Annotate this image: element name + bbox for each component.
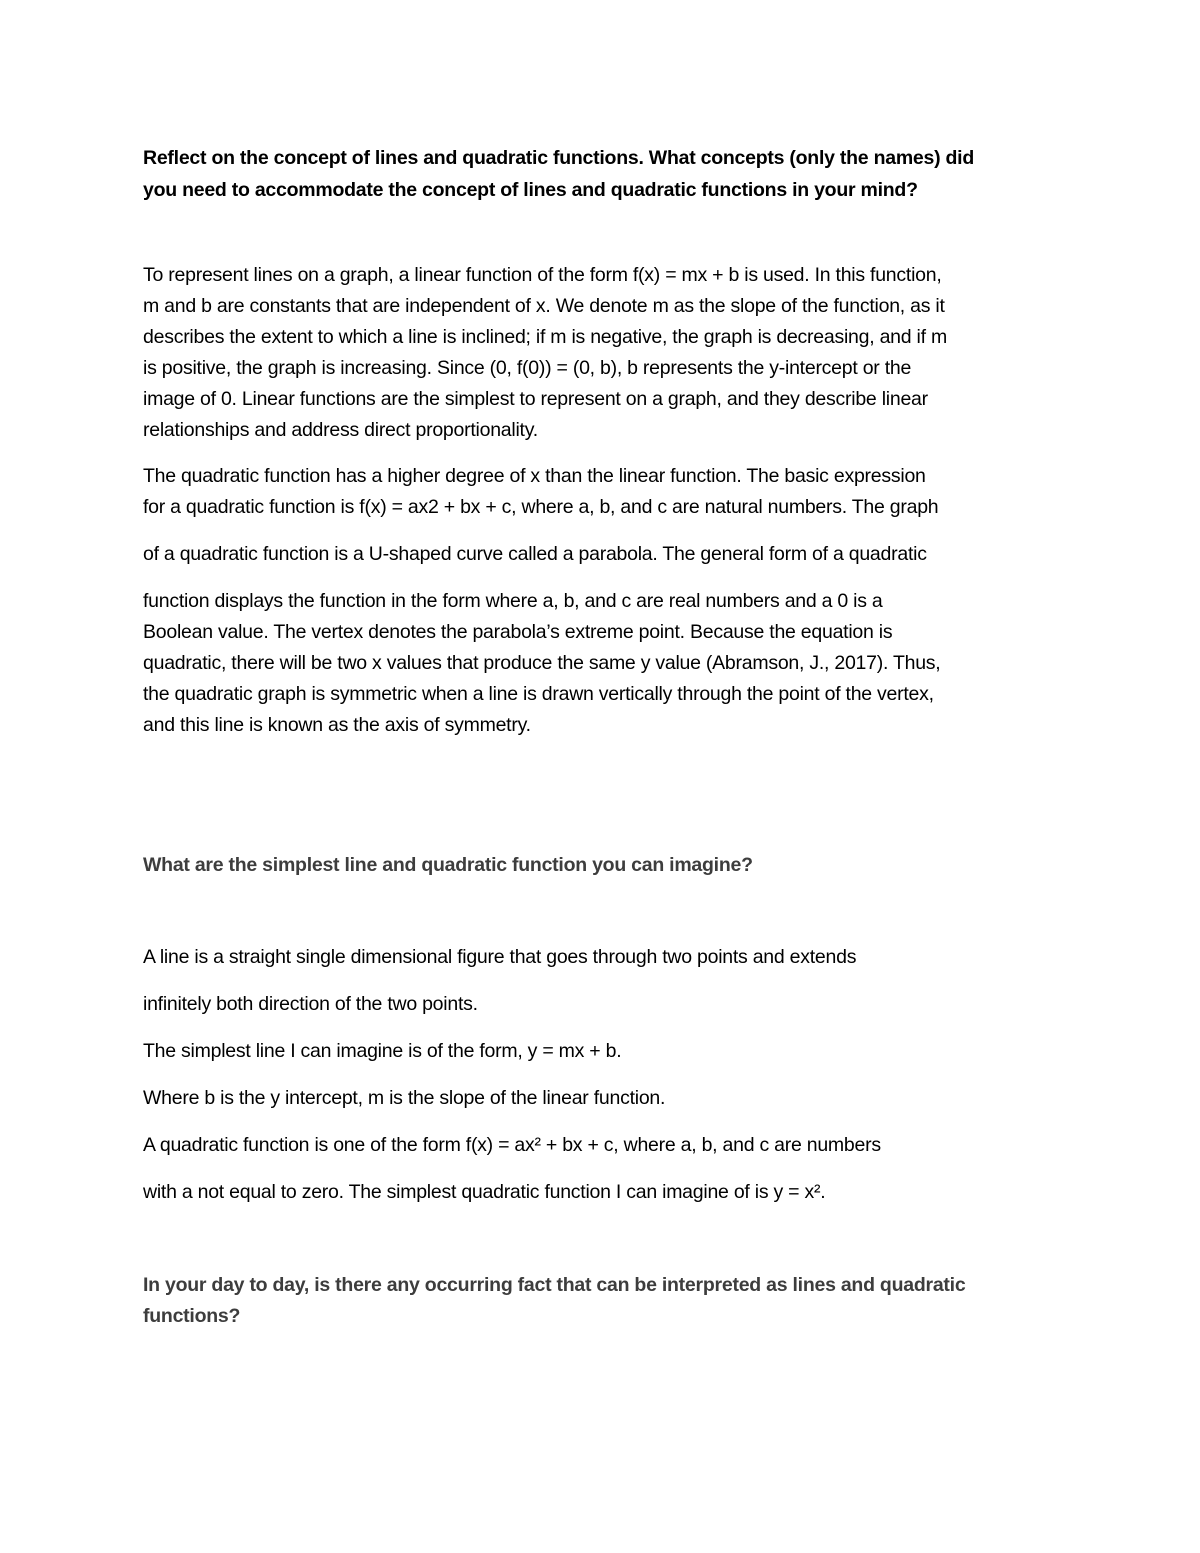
answer-1-line-2: m and b are constants that are independent of x. We denote m as the slope of the function, as it — [143, 295, 945, 317]
answer-3-line-5: A quadratic function is one of the form f(x) = ax² + bx + c, where a, b, and c are numbers — [143, 1134, 881, 1156]
answer-2-line-6: quadratic, there will be two x values that produce the same y value (Abramson, J., 2017). Thus, — [143, 652, 941, 674]
answer-3-line-1: A line is a straight single dimensional figure that goes through two points and extends — [143, 946, 857, 968]
question-1-line-2: you need to accommodate the concept of lines and quadratic functions in your mind? — [143, 179, 918, 201]
answer-2-line-2: for a quadratic function is f(x) = ax2 + bx + c, where a, b, and c are natural numbers. The graph — [143, 496, 939, 518]
answer-3-line-4: Where b is the y intercept, m is the slope of the linear function. — [143, 1087, 666, 1109]
answer-3-line-3: The simplest line I can imagine is of the form, y = mx + b. — [143, 1040, 622, 1062]
question-1-line-1: Reflect on the concept of lines and quadratic functions. What concepts (only the names) did — [143, 147, 975, 169]
answer-2-line-7: the quadratic graph is symmetric when a line is drawn vertically through the point of the vertex, — [143, 683, 934, 705]
question-3-line-2: functions? — [143, 1305, 241, 1327]
answer-2-line-1: The quadratic function has a higher degree of x than the linear function. The basic expression — [143, 465, 926, 487]
answer-1-line-6: relationships and address direct proportionality. — [143, 419, 538, 441]
answer-3-line-6: with a not equal to zero. The simplest quadratic function I can imagine of is y = x². — [143, 1181, 826, 1203]
answer-1-line-1: To represent lines on a graph, a linear function of the form f(x) = mx + b is used. In this function, — [143, 264, 942, 286]
answer-1-line-4: is positive, the graph is increasing. Since (0, f(0)) = (0, b), b represents the y-intercept or the — [143, 357, 912, 379]
answer-2-line-4: function displays the function in the form where a, b, and c are real numbers and a 0 is a — [143, 590, 883, 612]
question-2-line-1: What are the simplest line and quadratic function you can imagine? — [143, 854, 753, 876]
answer-3-line-2: infinitely both direction of the two points. — [143, 993, 478, 1015]
answer-2-line-3: of a quadratic function is a U-shaped curve called a parabola. The general form of a quadratic — [143, 543, 927, 565]
question-3-line-1: In your day to day, is there any occurring fact that can be interpreted as lines and quadratic — [143, 1274, 966, 1296]
answer-1-line-3: describes the extent to which a line is inclined; if m is negative, the graph is decreasing, and if m — [143, 326, 947, 348]
answer-2-line-8: and this line is known as the axis of symmetry. — [143, 714, 531, 736]
answer-2-line-5: Boolean value. The vertex denotes the parabola’s extreme point. Because the equation is — [143, 621, 893, 643]
answer-1-line-5: image of 0. Linear functions are the simplest to represent on a graph, and they describe linear — [143, 388, 928, 410]
